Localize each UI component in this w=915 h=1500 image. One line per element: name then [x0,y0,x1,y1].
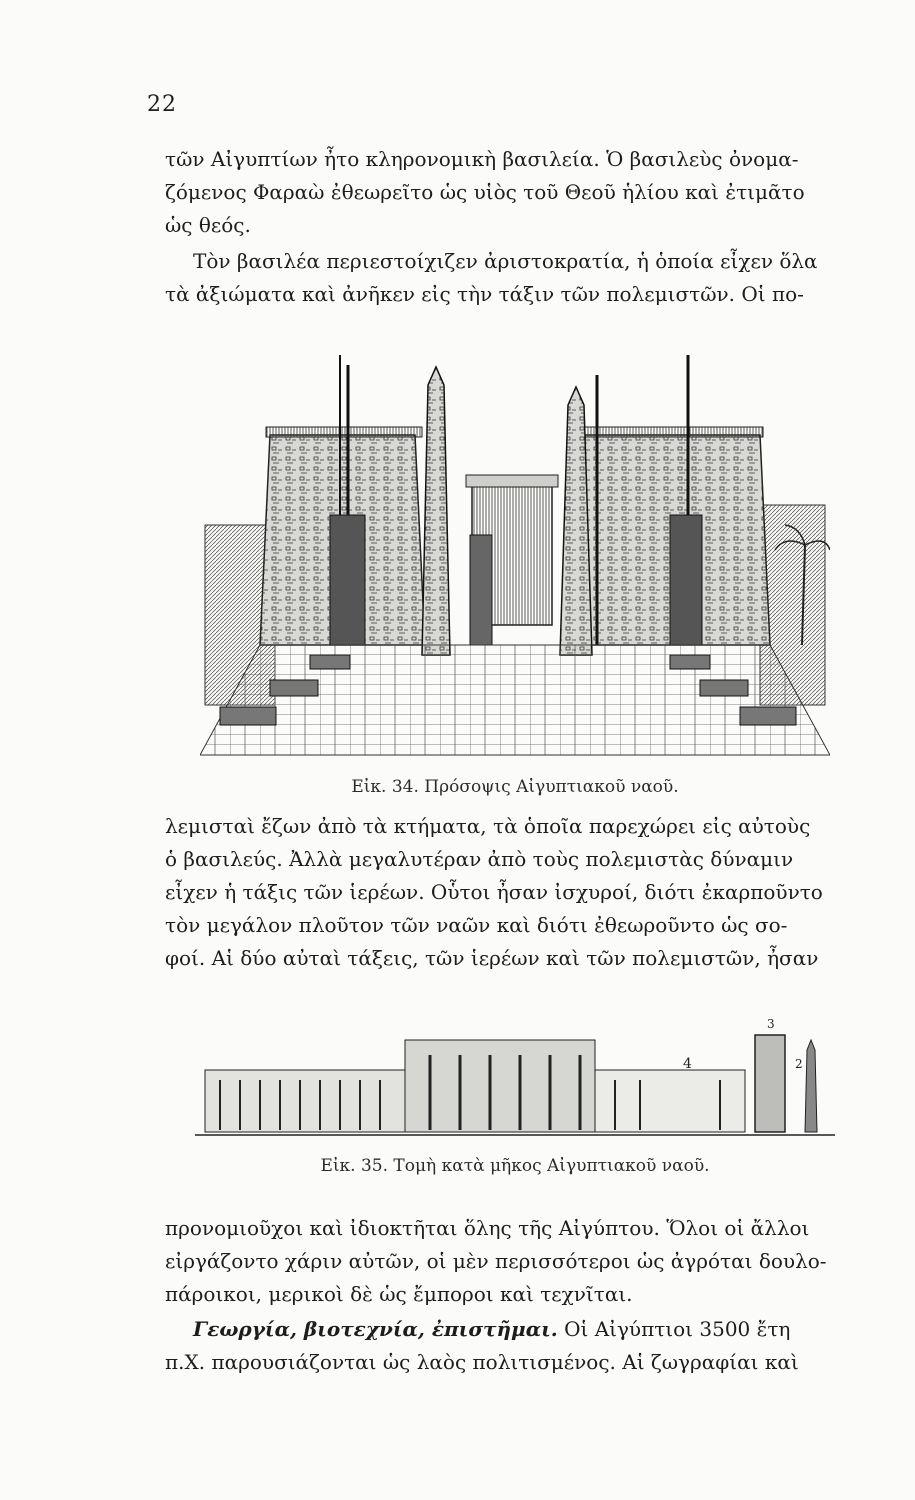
text-line: φοί. Αἱ δύο αὐταὶ τάξεις, τῶν ἱερέων καὶ τῶν πολεμιστῶν, ἦσαν [165,946,819,970]
paragraph-4 [165,1212,875,1311]
figure-caption: Εἰκ. 34. Πρόσοψις Αἰγυπτιακοῦ ναοῦ. [351,777,679,797]
temple-facade-figure [200,345,830,765]
text-line: ὁ βασιλεύς. Ἀλλὰ μεγαλυτέραν ἀπὸ τοὺς πολεμιστὰς δύναμιν [165,847,794,871]
text-line: τὰ ἀξιώματα καὶ ἀνῆκεν εἰς τὴν τάξιν τῶν πολεμιστῶν. Οἱ πο- [165,282,804,306]
paragraph-2 [165,245,875,311]
section-label-4: 4 [683,1056,692,1072]
temple-facade-illustration [200,345,830,765]
figure-caption: Εἰκ. 35. Τομὴ κατὰ μῆκος Αἰγυπτιακοῦ ναοῦ. [320,1156,710,1176]
text-line: λεμισταὶ ἔζων ἀπὸ τὰ κτήματα, τὰ ὁποῖα παρεχώρει εἰς αὐτοὺς [165,814,811,838]
text-line: τὸν μεγάλον πλοῦτον τῶν ναῶν καὶ διότι ἐθεωροῦντο ὡς σο- [165,913,788,937]
text-line: τῶν Αἰγυπτίων ἦτο κληρονομικὴ βασιλεία. Ὁ βασιλεὺς ὀνομα- [165,147,799,171]
text-line [165,1313,875,1346]
text-line: ζόμενος Φαραὼ ἐθεωρεῖτο ὡς υἱὸς τοῦ Θεοῦ ἡλίου καὶ ἐτιμᾶτο [165,180,805,204]
paragraph-5 [165,1313,875,1379]
section-heading: Γεωργία, βιοτεχνία, ἐπιστῆμαι. [193,1317,558,1341]
text-line: ὡς θεός. [165,213,251,237]
text-line: εἶχεν ἡ τάξις τῶν ἱερέων. Οὗτοι ἦσαν ἰσχυροί, διότι ἐκαρποῦντο [165,880,823,904]
temple-section-illustration [195,1010,835,1140]
text-line: προνομιοῦχοι καὶ ἰδιοκτῆται ὅλης τῆς Αἰγύπτου. Ὅλοι οἱ ἄλλοι [165,1216,810,1240]
section-label-3: 3 [767,1017,775,1031]
text-line: πάροικοι, μερικοὶ δὲ ὡς ἔμποροι καὶ τεχνῖται. [165,1282,633,1306]
temple-section-figure [195,1010,835,1140]
paragraph-3 [165,810,875,975]
paragraph-1 [165,143,875,242]
text-span: Οἱ Αἰγύπτιοι 3500 ἔτη [557,1317,791,1341]
section-label-2: 2 [795,1057,803,1071]
page-number: 22 [147,92,177,117]
text-line: π.Χ. παρουσιάζονται ὡς λαὸς πολιτισμένος. Αἱ ζωγραφίαι καὶ [165,1350,799,1374]
text-line: εἰργάζοντο χάριν αὐτῶν, οἱ μὲν περισσότεροι ὡς ἀγρόται δουλο- [165,1249,827,1273]
text-line: Τὸν βασιλέα περιεστοίχιζεν ἀριστοκρατία, ἡ ὁποία εἶχεν ὅλα [193,249,818,273]
